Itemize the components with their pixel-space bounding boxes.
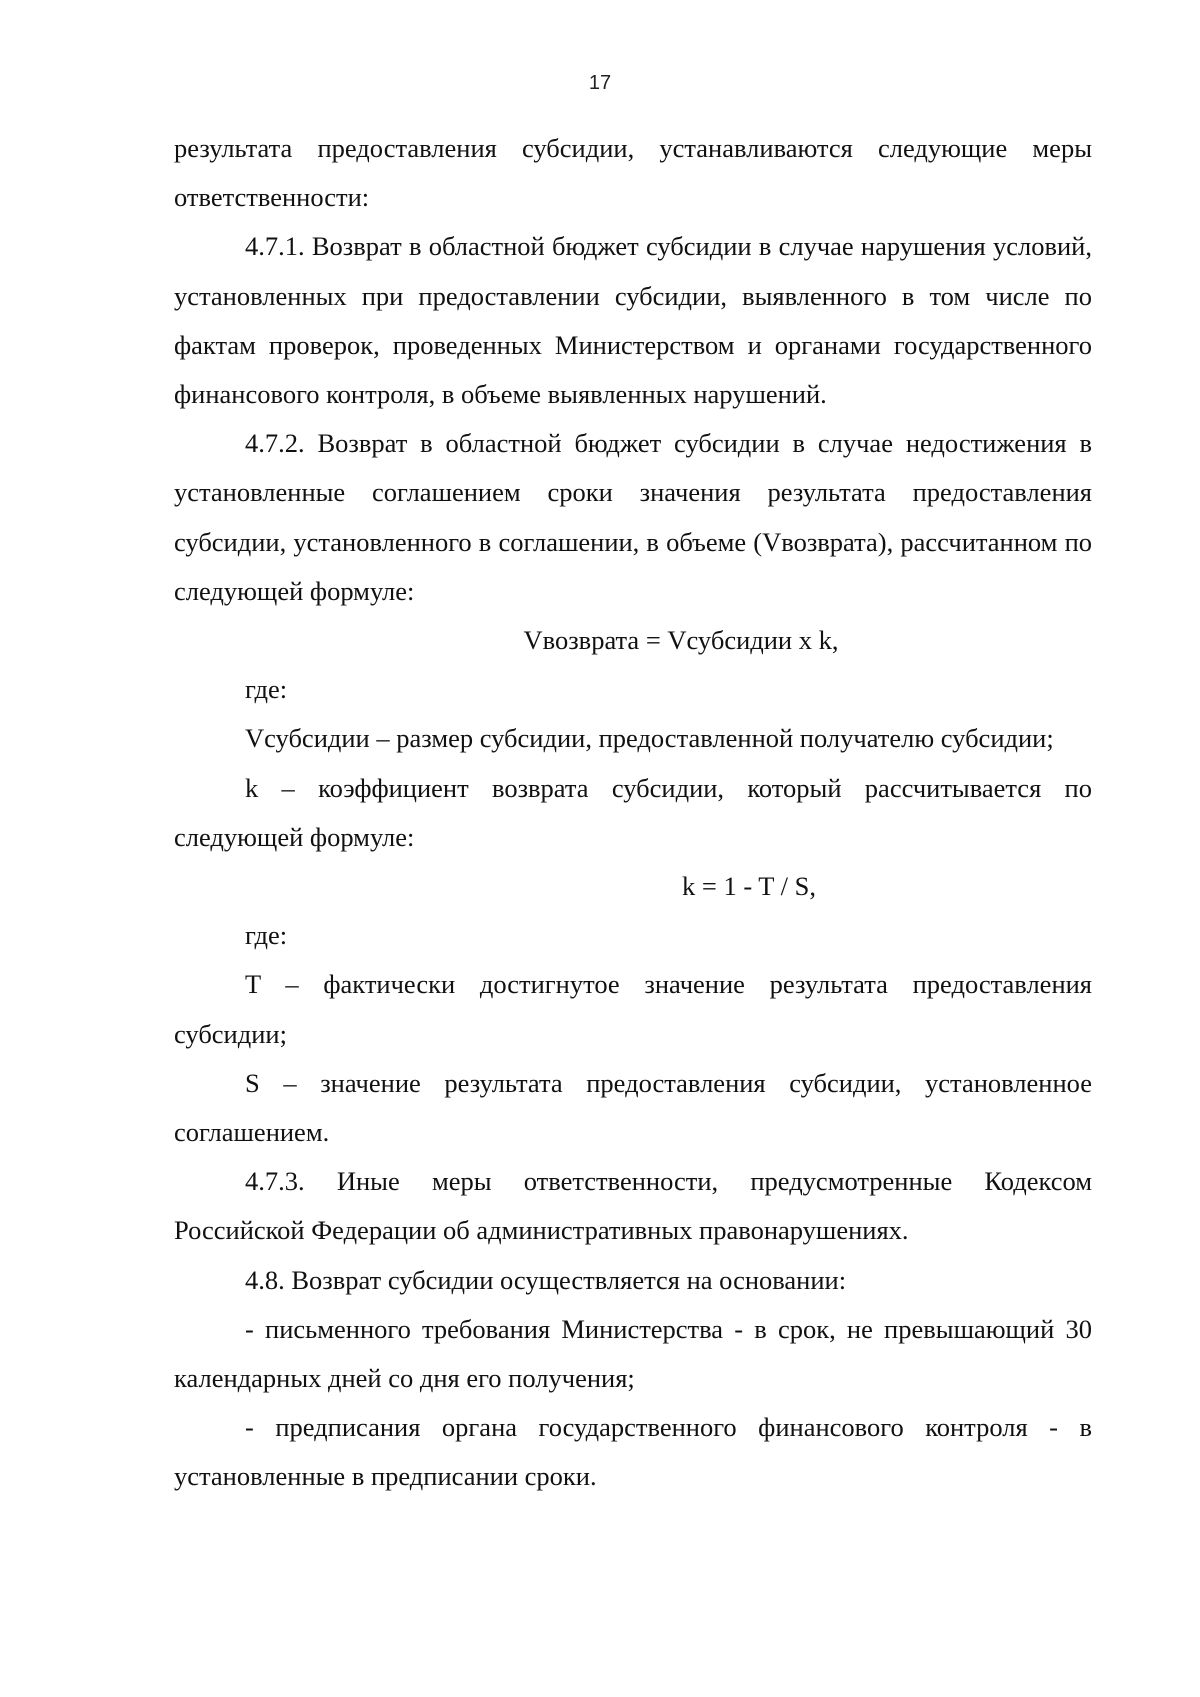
definition-t: T – фактически достигнутое значение результата предоставления субсидии; [174,969,1092,1049]
formula-v-return: Vвозврата = Vсубсидии x k, [523,625,839,656]
paragraph-4-7-2: 4.7.2. Возврат в областной бюджет субсидии в случае недостижения в установленные соглашением сроки значения результата предоставления субсидии, установленного в соглашении, в объеме (Vвозврата), рассчитанном по следующей формуле: [174,428,1092,606]
definition-k: k – коэффициент возврата субсидии, который рассчитывается по следующей формуле: [174,772,1092,852]
where-label-2: где: [245,920,288,951]
paragraph-4-8: 4.8. Возврат субсидии осуществляется на основании: [245,1264,847,1295]
page-number: 17 [588,72,612,94]
paragraph-4-7-1: 4.7.1. Возврат в областной бюджет субсидии в случае нарушения условий, установленных при предоставлении субсидии, выявленного в том числе по фактам проверок, проведенных Министерством и органами государственного финансового контроля, в объеме выявленных нарушений. [174,231,1092,410]
list-item-ministry-requirement: - письменного требования Министерства - в срок, не превышающий 30 календарных дней со дня его получения; [174,1313,1092,1394]
definition-v-subsidy: Vсубсидии – размер субсидии, предоставленной получателю субсидии; [245,723,1054,754]
paragraph-continuation: результата предоставления субсидии, устанавливаются следующие меры ответственности: [174,133,1092,213]
formula-k: k = 1 - T / S, [682,871,816,902]
document-body [174,124,1092,1502]
where-label-1: где: [245,674,288,705]
definition-s: S – значение результата предоставления субсидии, установленное соглашением. [174,1067,1092,1148]
list-item-control-order: - предписания органа государственного финансового контроля - в установленные в предписании сроки. [174,1412,1092,1492]
paragraph-4-7-3: 4.7.3. Иные меры ответственности, предусмотренные Кодексом Российской Федерации об административных правонарушениях. [174,1166,1092,1246]
